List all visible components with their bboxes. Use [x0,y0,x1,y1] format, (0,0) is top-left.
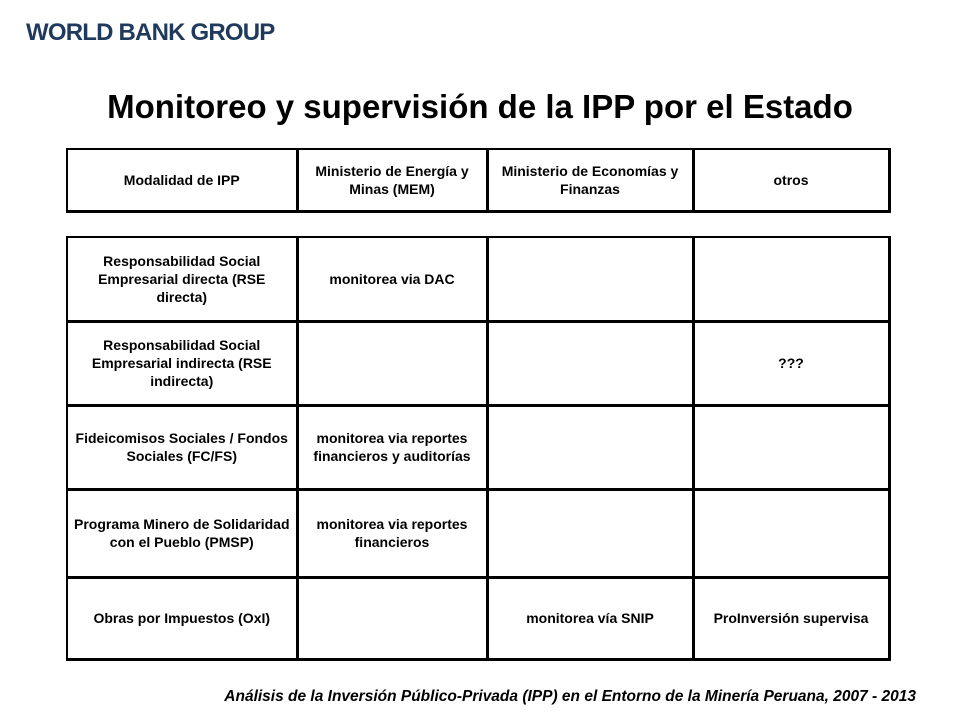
table-row [67,489,889,577]
cell-otros: ProInversión supervisa [693,577,889,659]
table-row [67,321,889,405]
header-modalidad: Modalidad de IPP [67,149,297,212]
cell-mem: monitorea via reportes financieros [297,489,487,577]
cell-otros [693,489,889,577]
header-mef: Ministerio de Economías y Finanzas [487,149,693,212]
cell-otros [693,405,889,489]
cell-modalidad: Fideicomisos Sociales / Fondos Sociales (FC/FS) [67,405,297,489]
supervision-table [66,236,891,661]
world-bank-logo [18,0,275,66]
cell-modalidad: Programa Minero de Solidaridad con el Pueblo (PMSP) [67,489,297,577]
cell-mem [297,577,487,659]
cell-mef [487,237,693,321]
cell-modalidad: Obras por Impuestos (OxI) [67,577,297,659]
header-otros: otros [693,149,889,212]
header-mem: Ministerio de Energía y Minas (MEM) [297,149,487,212]
cell-mef [487,489,693,577]
table-row [67,577,889,659]
page-title: Monitoreo y supervisión de la IPP por el Estado [107,88,853,125]
header-table [66,148,891,213]
table-row [67,405,889,489]
cell-modalidad: Responsabilidad Social Empresarial indirecta (RSE indirecta) [67,321,297,405]
cell-modalidad: Responsabilidad Social Empresarial directa (RSE directa) [67,237,297,321]
cell-mef [487,405,693,489]
logo-text: WORLD BANK GROUP [26,19,275,46]
footer-caption: Análisis de la Inversión Público-Privada (IPP) en el Entorno de la Minería Peruana, 2007 - 2013 [224,688,916,705]
cell-otros: ??? [693,321,889,405]
cell-mem: monitorea via DAC [297,237,487,321]
table-row [67,237,889,321]
header-row [67,149,889,212]
cell-mem: monitorea via reportes financieros y auditorías [297,405,487,489]
cell-otros [693,237,889,321]
cell-mef: monitorea vía SNIP [487,577,693,659]
cell-mef [487,321,693,405]
cell-mem [297,321,487,405]
